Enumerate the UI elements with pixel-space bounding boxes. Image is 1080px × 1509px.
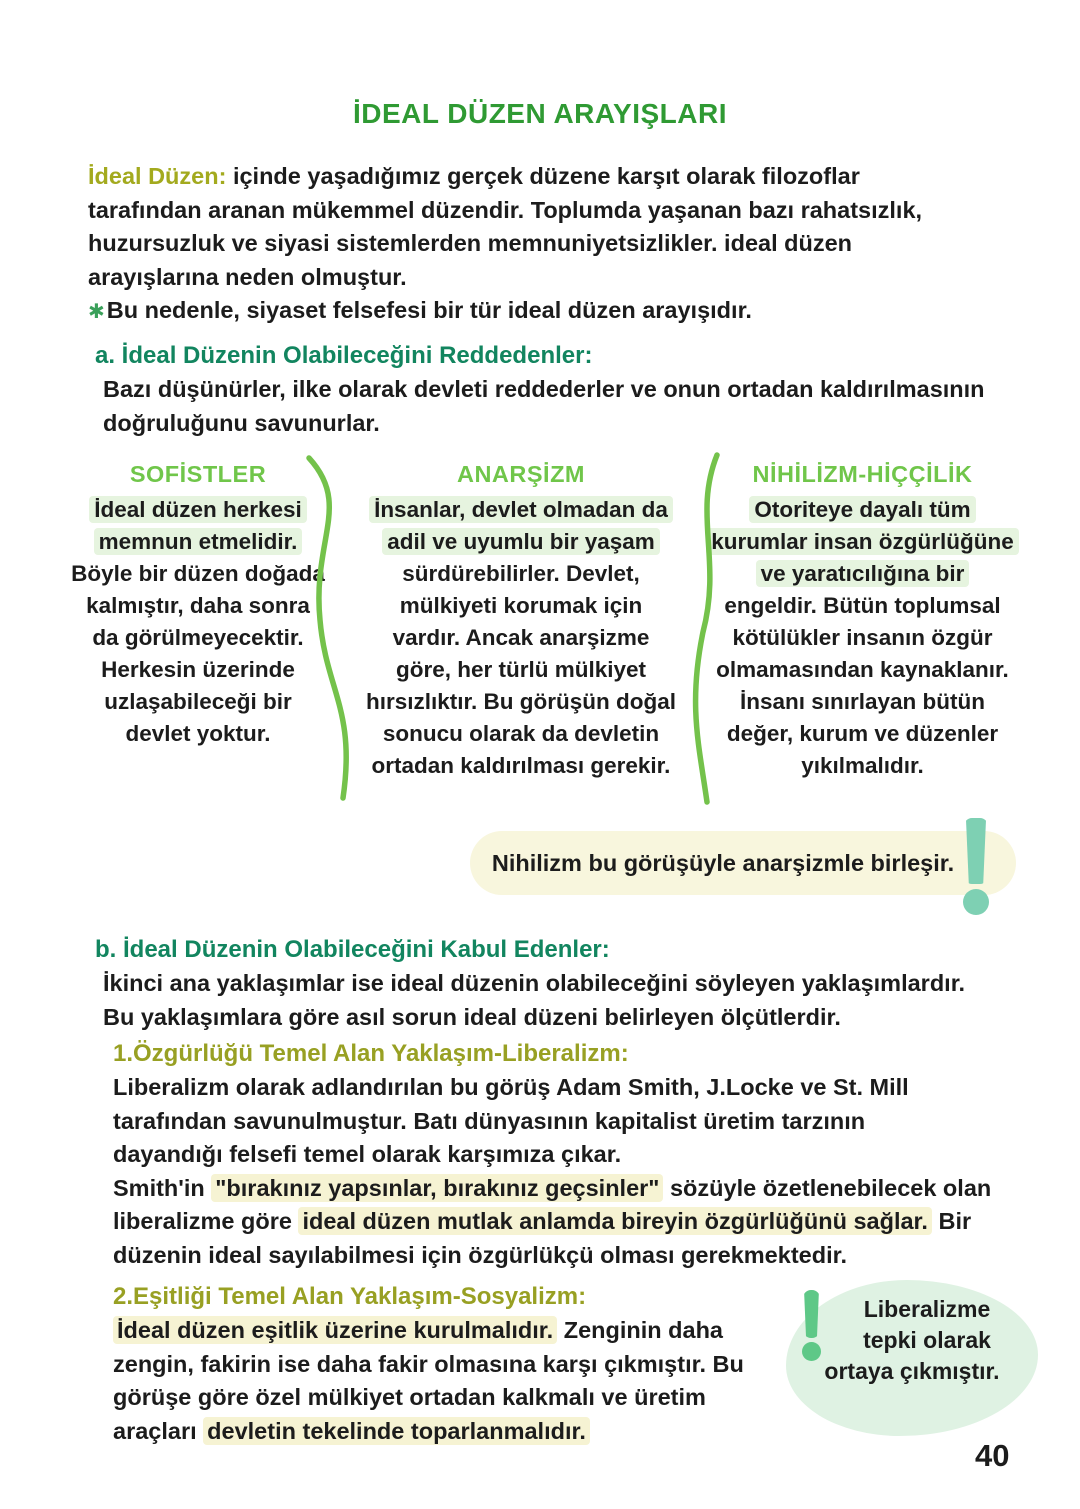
body-line: zengin, fakirin ise daha fakir olmasına karşı çıkmıştır. Bu xyxy=(113,1350,744,1377)
intro-bullet-line xyxy=(88,294,1003,330)
highlighted-text: "bırakınız yapsınlar, bırakınız geçsinler" xyxy=(211,1174,663,1202)
column-line: uzlaşabileceği bir xyxy=(104,689,292,714)
column-line xyxy=(62,526,334,558)
body-line xyxy=(113,1172,1013,1206)
column-line xyxy=(700,526,1025,558)
column-line: sonucu olarak da devletin xyxy=(382,721,660,746)
column-anarsizm-title: ANARŞİZM xyxy=(456,461,586,487)
column-nihilizm xyxy=(700,458,1025,782)
column-line: İnsanı sınırlayan bütün xyxy=(739,689,986,714)
note-line: ortaya çıkmıştır. xyxy=(824,1358,1000,1384)
ideal-duzen-label: İdeal Düzen: xyxy=(88,163,227,189)
intro-line xyxy=(88,160,1003,194)
section-a-heading: a. İdeal Düzenin Olabileceğini Reddedenler: xyxy=(95,342,593,369)
nihilizm-note xyxy=(470,831,1016,895)
subsection-liberalizm xyxy=(113,1040,1013,1272)
body-line: Liberalizm olarak adlandırılan bu görüş Adam Smith, J.Locke ve St. Mill xyxy=(113,1074,909,1100)
note-line: tepki olarak xyxy=(863,1327,991,1353)
column-line: olmamasından kaynaklanır. xyxy=(716,657,1009,682)
column-line: mülkiyeti korumak için xyxy=(399,593,643,618)
subsection-sosyalizm-heading: 2.Eşitliği Temel Alan Yaklaşım-Sosyalizm: xyxy=(113,1283,587,1310)
highlighted-text: adil ve uyumlu bir yaşam xyxy=(382,528,660,555)
page-title: İDEAL DÜZEN ARAYIŞLARI xyxy=(352,98,727,129)
column-line: engeldir. Bütün toplumsal xyxy=(724,593,1001,618)
text-segment: Smith'in xyxy=(113,1174,212,1201)
column-sofistler-title: SOFİSTLER xyxy=(129,461,267,487)
nihilizm-note-text: Nihilizm bu görüşüyle anarşizmle birleşir. xyxy=(491,849,955,876)
column-line: Herkesin üzerinde xyxy=(101,657,295,682)
subsection-liberalizm-heading: 1.Özgürlüğü Temel Alan Yaklaşım-Liberalizm: xyxy=(113,1040,629,1067)
column-nihilizm-title: NİHİLİZM-HİÇÇİLİK xyxy=(752,461,973,487)
highlighted-text: Otoriteye dayalı tüm xyxy=(749,496,975,523)
highlighted-text: kurumlar insan özgürlüğüne xyxy=(706,528,1019,555)
note-line: Liberalizme xyxy=(863,1296,991,1322)
subsection-sosyalizm-body xyxy=(113,1314,803,1448)
column-line: değer, kurum ve düzenler xyxy=(726,721,999,746)
intro-paragraph xyxy=(88,160,1003,330)
column-line xyxy=(700,558,1025,590)
column-line: da görülmeyecektir. xyxy=(92,625,304,650)
column-line: ortadan kaldırılması gerekir. xyxy=(371,753,671,778)
section-b-heading: b. İdeal Düzenin Olabileceğini Kabul Edenler: xyxy=(95,936,610,963)
intro-line: tarafından aranan mükemmel düzendir. Toplumda yaşanan bazı rahatsızlık, xyxy=(88,196,923,223)
body-line: görüşe göre özel mülkiyet ortadan kalkmalı ve üretim xyxy=(113,1384,706,1410)
column-line: hırsızlıktır. Bu görüşün doğal xyxy=(365,689,677,714)
subsection-sosyalizm xyxy=(113,1283,803,1448)
highlighted-text: İdeal düzen eşitlik üzerine kurulmalıdır. xyxy=(113,1316,557,1344)
highlighted-text: ideal düzen mutlak anlamda bireyin özgürlüğünü sağlar. xyxy=(298,1207,931,1235)
highlighted-text: devletin tekelinde toparlanmalıdır. xyxy=(203,1417,590,1445)
text-segment: araçları xyxy=(113,1417,204,1444)
column-line: devlet yoktur. xyxy=(125,721,271,746)
text-segment: Zenginin daha xyxy=(557,1317,723,1343)
highlighted-text: ve yaratıcılığına bir xyxy=(756,560,970,587)
body-line: dayandığı felsefi temel olarak karşımıza çıkar. xyxy=(113,1141,622,1167)
column-line xyxy=(345,494,697,526)
text-segment: liberalizme göre xyxy=(113,1208,299,1234)
column-line xyxy=(345,526,697,558)
column-sofistler xyxy=(62,458,334,750)
column-line: göre, her türlü mülkiyet xyxy=(395,657,647,682)
liberalizm-note-text xyxy=(786,1294,1038,1387)
page-number: 40 xyxy=(975,1438,1010,1473)
section-b-body-line: İkinci ana yaklaşımlar ise ideal düzenin olabileceğini söyleyen yaklaşımlardır. xyxy=(103,970,966,996)
section-a-body-line: doğruluğunu savunurlar. xyxy=(103,409,380,436)
text-segment: Bir xyxy=(931,1208,972,1234)
liberalizm-note xyxy=(786,1280,1038,1436)
section-b-body xyxy=(103,967,1035,1034)
column-line xyxy=(62,494,334,526)
text-segment: sözüyle özetlenebilecek olan xyxy=(663,1174,992,1201)
column-line: vardır. Ancak anarşizme xyxy=(392,625,650,650)
body-line xyxy=(113,1415,803,1449)
body-line: düzenin ideal sayılabilmesi için özgürlükçü olması gerekmektedir. xyxy=(113,1241,847,1268)
exclamation-icon xyxy=(963,818,989,915)
section-b xyxy=(95,936,1035,1034)
column-line: kalmıştır, daha sonra xyxy=(86,593,310,618)
section-a xyxy=(95,342,1025,440)
column-anarsizm xyxy=(345,458,697,782)
intro-line: huzursuzluk ve siyasi sistemlerden memnuniyetsizlikler. ideal düzen xyxy=(88,230,853,256)
intro-line: arayışlarına neden olmuştur. xyxy=(88,263,407,290)
highlighted-text: İdeal düzen herkesi xyxy=(89,496,307,523)
intro-bullet-text: Bu nedenle, siyaset felsefesi bir tür ideal düzen arayışıdır. xyxy=(106,297,752,323)
body-line xyxy=(113,1314,803,1348)
section-a-body xyxy=(103,373,1025,440)
highlighted-text: memnun etmelidir. xyxy=(94,528,303,555)
body-line xyxy=(113,1205,1013,1239)
intro-text: içinde yaşadığımız gerçek düzene karşıt olarak filozoflar xyxy=(226,163,860,189)
highlighted-text: İnsanlar, devlet olmadan da xyxy=(369,496,673,523)
column-line: kötülükler insanın özgür xyxy=(732,625,993,650)
subsection-liberalizm-body xyxy=(113,1071,1013,1272)
section-b-body-line: Bu yaklaşımlara göre asıl sorun ideal düzeni belirleyen ölçütlerdir. xyxy=(103,1003,841,1030)
star-bullet-icon: ✱ xyxy=(88,301,105,323)
body-line: tarafından savunulmuştur. Batı dünyasının kapitalist üretim tarzının xyxy=(113,1107,866,1134)
section-a-body-line: Bazı düşünürler, ilke olarak devleti reddederler ve onun ortadan kaldırılmasının xyxy=(103,376,985,402)
column-line: sürdürebilirler. Devlet, xyxy=(402,561,640,586)
column-line: yıkılmalıdır. xyxy=(801,753,924,778)
column-line: Böyle bir düzen doğada xyxy=(71,561,325,586)
column-line xyxy=(700,494,1025,526)
